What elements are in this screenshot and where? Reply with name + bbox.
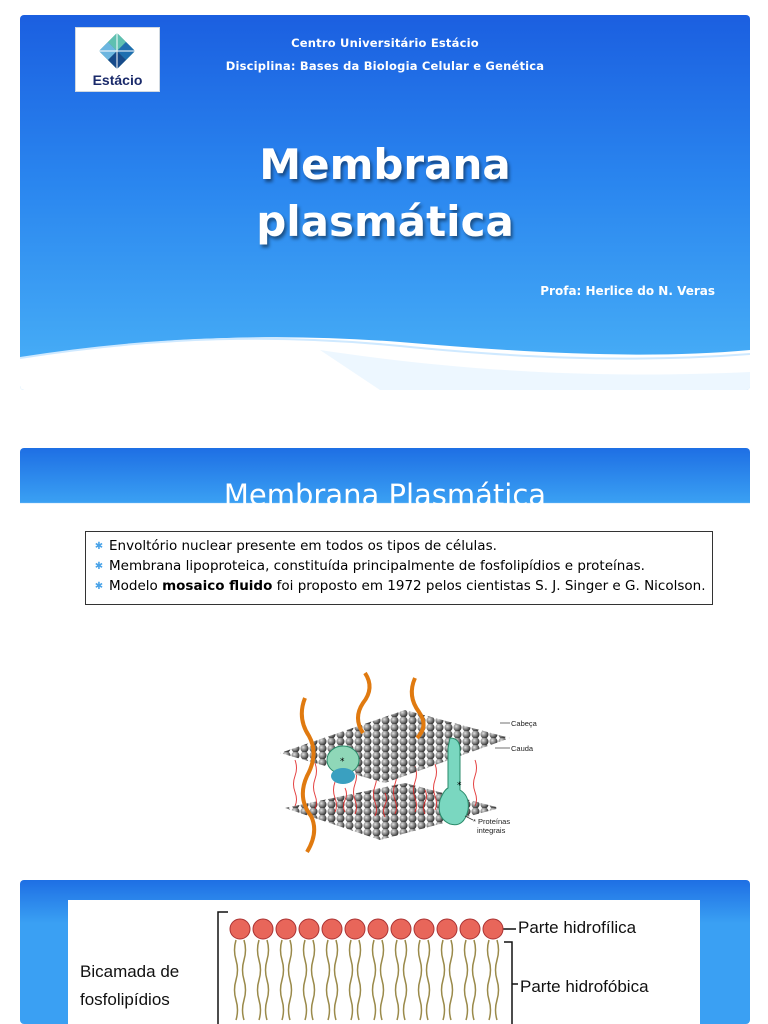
discipline-name: Disciplina: Bases da Biologia Celular e Genética (225, 59, 545, 73)
hydrophobic-label: Parte hidrofóbica (520, 977, 649, 996)
slide2-title: Membrana Plasmática (223, 478, 547, 512)
decorative-wave (20, 320, 750, 390)
title-slide (20, 15, 750, 390)
bilayer-label-line2: fosfolipídios (80, 990, 170, 1009)
bold-term: mosaico fluido (162, 578, 273, 594)
professor-name: Profa: Herlice do N. Veras (540, 284, 715, 298)
bilayer-label-line1: Bicamada de (80, 962, 180, 981)
label-head: Cabeça (511, 719, 537, 728)
bullet-star-icon: ✱ (94, 561, 104, 572)
label-proteins: * Proteínas (473, 817, 511, 826)
list-item: ✱ Envoltório nuclear presente em todos os tipos de células. (89, 538, 709, 555)
svg-text:*: * (457, 781, 462, 791)
svg-text:*: * (340, 757, 345, 767)
label-tail: Cauda (511, 744, 534, 753)
hydrophilic-label: Parte hidrofílica (518, 918, 637, 937)
content-slide (20, 448, 750, 868)
bullet-star-icon: ✱ (94, 581, 104, 592)
phospholipid-drawing (68, 900, 700, 1024)
institution-name: Centro Universitário Estácio (291, 36, 479, 50)
phospholipid-figure (68, 900, 700, 1024)
slide-title-line2: plasmática (256, 197, 514, 246)
fluid-mosaic-diagram (255, 668, 555, 858)
logo-diamond-icon (76, 28, 159, 73)
label-integral: integrais (477, 826, 506, 835)
bilayer-slide (20, 880, 750, 1024)
estacio-logo (75, 27, 160, 92)
logo-wordmark: Estácio (92, 72, 143, 88)
slide-title-line1: Membrana (259, 140, 511, 189)
list-item: ✱ Modelo mosaico fluido foi proposto em 1972 pelos cientistas S. J. Singer e G. Nicolson. (89, 578, 709, 595)
bullet-list (85, 531, 713, 605)
bullet-star-icon: ✱ (94, 541, 104, 552)
list-item: ✱ Membrana lipoproteica, constituída principalmente de fosfolipídios e proteínas. (89, 558, 709, 575)
